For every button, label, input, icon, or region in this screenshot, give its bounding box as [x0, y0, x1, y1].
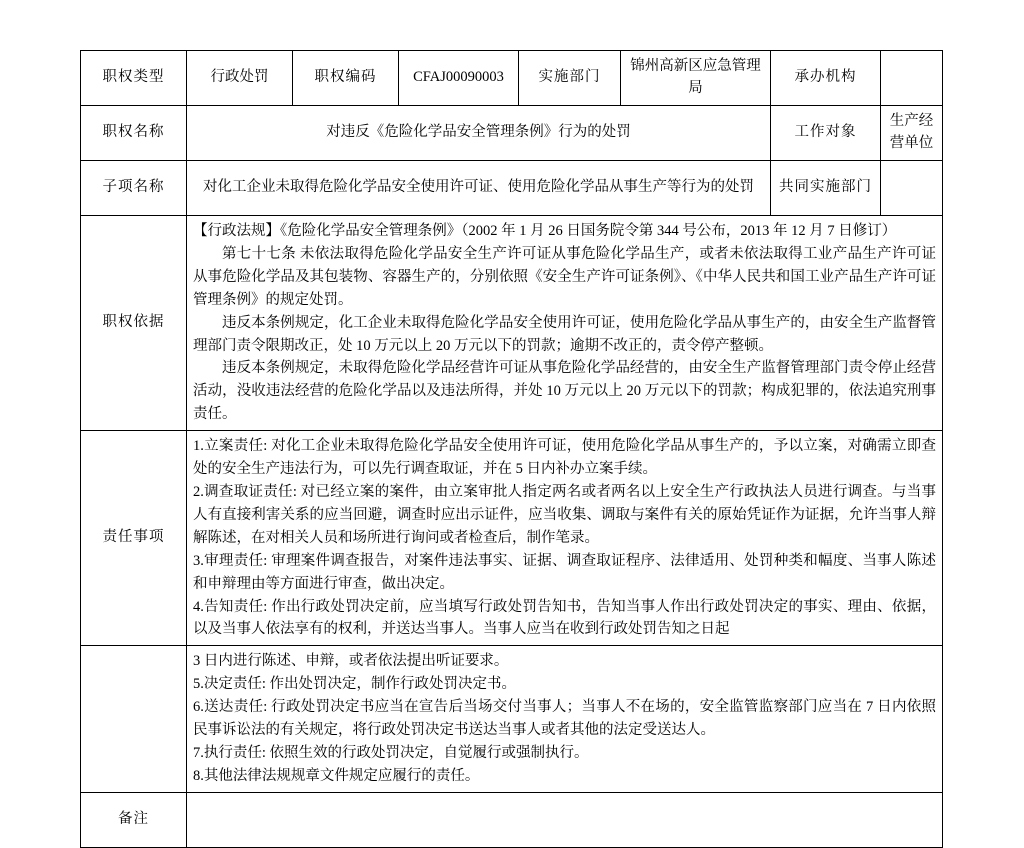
duty-paragraph: 5.决定责任: 作出处罚决定，制作行政处罚决定书。: [193, 676, 517, 693]
label-joint-dept: 共同实施部门: [771, 161, 881, 216]
label-work-object: 工作对象: [771, 106, 881, 161]
label-authority-name: 职权名称: [81, 106, 187, 161]
duty-paragraph: 2.调查取证责任: 对已经立案的案件，由立案审批人指定两名或者两名以上安全生产行政执法人员进行调查。与当事人有直接利害关系的应当回避，调查时应出示证件，应当收集、调取与案件有关的原始凭证作为证据，允许当事人辩解陈述，在对相关人员和场所进行询问或者检查后，制作笔录。: [193, 483, 936, 546]
table-row-duties-continued: [81, 646, 943, 792]
duty-paragraph: 6.送达责任: 行政处罚决定书应当在宣告后当场交付当事人；当事人不在场的，安全监管监察部门应当在 7 日内依照民事诉讼法的有关规定，将行政处罚决定书送达当事人或者其他的法定受送达人。: [193, 699, 936, 739]
table-row-duties: [81, 431, 943, 646]
label-legal-basis: 职权依据: [81, 216, 187, 431]
value-authority-type: 行政处罚: [187, 51, 293, 106]
value-duties-continued: [187, 646, 943, 792]
value-legal-basis: [187, 216, 943, 431]
table-row-subitem: [81, 161, 943, 216]
value-handling-org: [881, 51, 943, 106]
table-row-name: [81, 106, 943, 161]
value-remark: [187, 792, 943, 847]
value-work-object: 生产经营单位: [881, 106, 943, 161]
table-row-type: [81, 51, 943, 106]
table-row-legal-basis: [81, 216, 943, 431]
duty-paragraph: 1.立案责任: 对化工企业未取得危险化学品安全使用许可证，使用危险化学品从事生产的，予以立案，对确需立即查处的安全生产违法行为，可以先行调查取证，并在 5 日内补办立案手续。: [193, 438, 936, 478]
label-remark: 备注: [81, 792, 187, 847]
table-row-remark: [81, 792, 943, 847]
duty-paragraph: 3.审理责任: 审理案件调查报告，对案件违法事实、证据、调查取证程序、法律适用、处罚种类和幅度、当事人陈述和申辩理由等方面进行审查，做出决定。: [193, 552, 936, 592]
duty-paragraph: 4.告知责任: 作出行政处罚决定前，应当填写行政处罚告知书，告知当事人作出行政处罚决定的事实、理由、依据，以及当事人依法享有的权利，并送达当事人。当事人应当在收到行政处罚告知之日起: [193, 598, 936, 638]
authority-info-table: [80, 50, 943, 848]
value-authority-code: CFAJ00090003: [399, 51, 519, 106]
value-implementing-dept: 锦州高新区应急管理局: [621, 51, 771, 106]
label-handling-org: 承办机构: [771, 51, 881, 106]
label-implementing-dept: 实施部门: [519, 51, 621, 106]
value-authority-name: 对违反《危险化学品安全管理条例》行为的处罚: [187, 106, 771, 161]
label-authority-type: 职权类型: [81, 51, 187, 106]
label-duties-continued: [81, 646, 187, 792]
label-authority-code: 职权编码: [293, 51, 399, 106]
legal-basis-paragraph: 第七十七条 未依法取得危险化学品安全生产许可证从事危险化学品生产，或者未依法取得工业产品生产许可证从事危险化学品及其包装物、容器生产的，分别依照《安全生产许可证条例》、《中华人民共和国工业产品生产许可证管理条例》的规定处罚。: [193, 245, 936, 308]
label-duties: 责任事项: [81, 431, 187, 646]
value-subitem-name: 对化工企业未取得危险化学品安全使用许可证、使用危险化学品从事生产等行为的处罚: [187, 161, 771, 216]
duty-paragraph: 3 日内进行陈述、申辩，或者依法提出听证要求。: [193, 653, 509, 670]
legal-basis-paragraph: 违反本条例规定，未取得危险化学品经营许可证从事危险化学品经营的，由安全生产监督管理部门责令停止经营活动，没收违法经营的危险化学品以及违法所得，并处 10 万元以上 20 万元以下的罚款；构成犯罪的，依法追究刑事责任。: [193, 360, 936, 423]
legal-basis-paragraph: 【行政法规】《危险化学品安全管理条例》（2002 年 1 月 26 日国务院令第 344 号公布，2013 年 12 月 7 日修订）: [193, 223, 897, 239]
duty-paragraph: 7.执行责任: 依照生效的行政处罚决定，自觉履行或强制执行。: [193, 744, 589, 761]
value-duties: [187, 431, 943, 646]
legal-basis-paragraph: 违反本条例规定，化工企业未取得危险化学品安全使用许可证，使用危险化学品从事生产的，由安全生产监督管理部门责令限期改正，处 10 万元以上 20 万元以下的罚款；逾期不改正的，责令停产整顿。: [193, 314, 936, 354]
value-joint-dept: [881, 161, 943, 216]
duty-paragraph: 8.其他法律法规规章文件规定应履行的责任。: [193, 767, 480, 784]
label-subitem-name: 子项名称: [81, 161, 187, 216]
